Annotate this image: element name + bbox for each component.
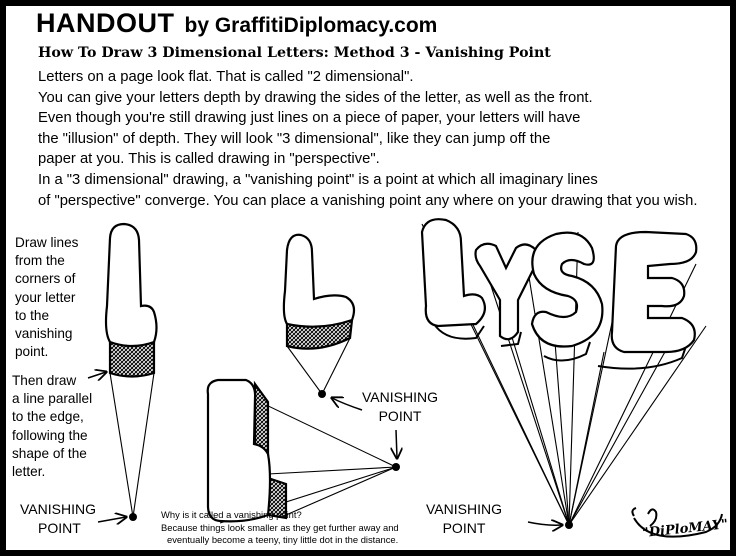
arrow-to-vp-left — [98, 517, 126, 522]
vanishing-point-label-left — [20, 500, 96, 538]
vp-label-line: VANISHING — [20, 501, 96, 517]
step-two-instructions — [12, 372, 92, 481]
vp-label-line: POINT — [378, 408, 422, 424]
letter-l-shape — [422, 219, 485, 326]
lesson-subtitle: How To Draw 3 Dimensional Letters: Method 3 - Vanishing Point — [38, 45, 551, 61]
letter-y-shape — [476, 244, 538, 339]
step-line: following the — [12, 427, 88, 443]
perspective-line — [286, 467, 396, 515]
intro-line: You can give your letters depth by drawing the sides of the letter, as well as the front. — [38, 89, 593, 106]
handout-page — [6, 6, 730, 550]
vanishing-point-dot — [318, 390, 326, 398]
letter-l-face — [284, 235, 354, 327]
letter-e-shape — [612, 232, 697, 352]
intro-line: paper at you. This is called drawing in "perspective". — [38, 151, 380, 167]
step-line: vanishing — [15, 326, 73, 342]
step-line: to the — [15, 307, 50, 323]
letter-s-shape — [532, 233, 602, 347]
hatched-depth — [255, 384, 268, 454]
step-line: your letter — [15, 289, 76, 305]
artist-signature — [632, 508, 728, 541]
intro-line: Letters on a page look flat. That is called "2 dimensional". — [38, 69, 414, 85]
step-line: from the — [15, 253, 65, 269]
perspective-line — [133, 373, 154, 517]
vanishing-point-explanation — [161, 509, 431, 547]
letter-l-face — [106, 224, 157, 346]
intro-line: the "illusion" of depth. They will look "3 dimensional", like they can jump off the — [38, 130, 551, 147]
perspective-line — [110, 373, 133, 517]
explanation-line: eventually become a teeny, tiny little dot in the distance. — [167, 534, 399, 546]
vp-label-line: VANISHING — [362, 389, 438, 405]
vanishing-point-dot — [565, 521, 573, 529]
vanishing-point-dot — [392, 463, 400, 471]
step-line: corners of — [15, 271, 76, 287]
letter-l-example-1 — [106, 224, 157, 517]
vanishing-point-dot — [129, 513, 137, 521]
arrow-to-vp-right — [396, 430, 397, 458]
vp-label-line: VANISHING — [426, 501, 502, 517]
vanishing-point-label-right — [426, 500, 502, 538]
vp-label-line: POINT — [442, 520, 486, 536]
lyse-perspective-lines — [422, 224, 706, 525]
step-one-instructions — [15, 234, 78, 361]
handout-byline: by GraffitiDiplomacy.com — [184, 14, 438, 37]
explanation-line: Because things look smaller as they get further away and — [161, 521, 399, 533]
perspective-line — [287, 346, 322, 394]
intro-line: Even though you're still drawing just lines on a piece of paper, your letters will have — [38, 110, 581, 126]
perspective-illustration — [6, 6, 730, 550]
step-line: to the edge, — [12, 409, 84, 425]
vanishing-line: of "perspective" converge. You can place a vanishing point any where on your drawing that you wish. — [38, 192, 698, 209]
hatched-depth — [110, 342, 154, 377]
vp-label-line: POINT — [38, 520, 81, 536]
vanishing-point-label-middle — [362, 388, 438, 426]
step-line: Then draw — [12, 373, 77, 388]
handout-title: HANDOUT — [36, 8, 175, 38]
arrow-to-vp-middle — [332, 398, 362, 410]
step-line: a line parallel — [12, 391, 93, 407]
letter-l-example-2 — [284, 235, 354, 394]
step-line: shape of the — [12, 445, 87, 461]
step-line: Draw lines — [15, 235, 79, 250]
signature-text: "DiPloMAY" — [641, 517, 729, 542]
lyse-example — [422, 219, 706, 525]
step-line: point. — [15, 344, 49, 360]
arrow-to-vp-lyse — [528, 522, 562, 525]
step-line: letter. — [12, 464, 46, 480]
vanishing-line: In a "3 dimensional" drawing, a "vanishing point" is a point at which all imaginary lines — [38, 172, 598, 188]
explanation-question: Why is it called a vanishing point? — [161, 509, 302, 520]
